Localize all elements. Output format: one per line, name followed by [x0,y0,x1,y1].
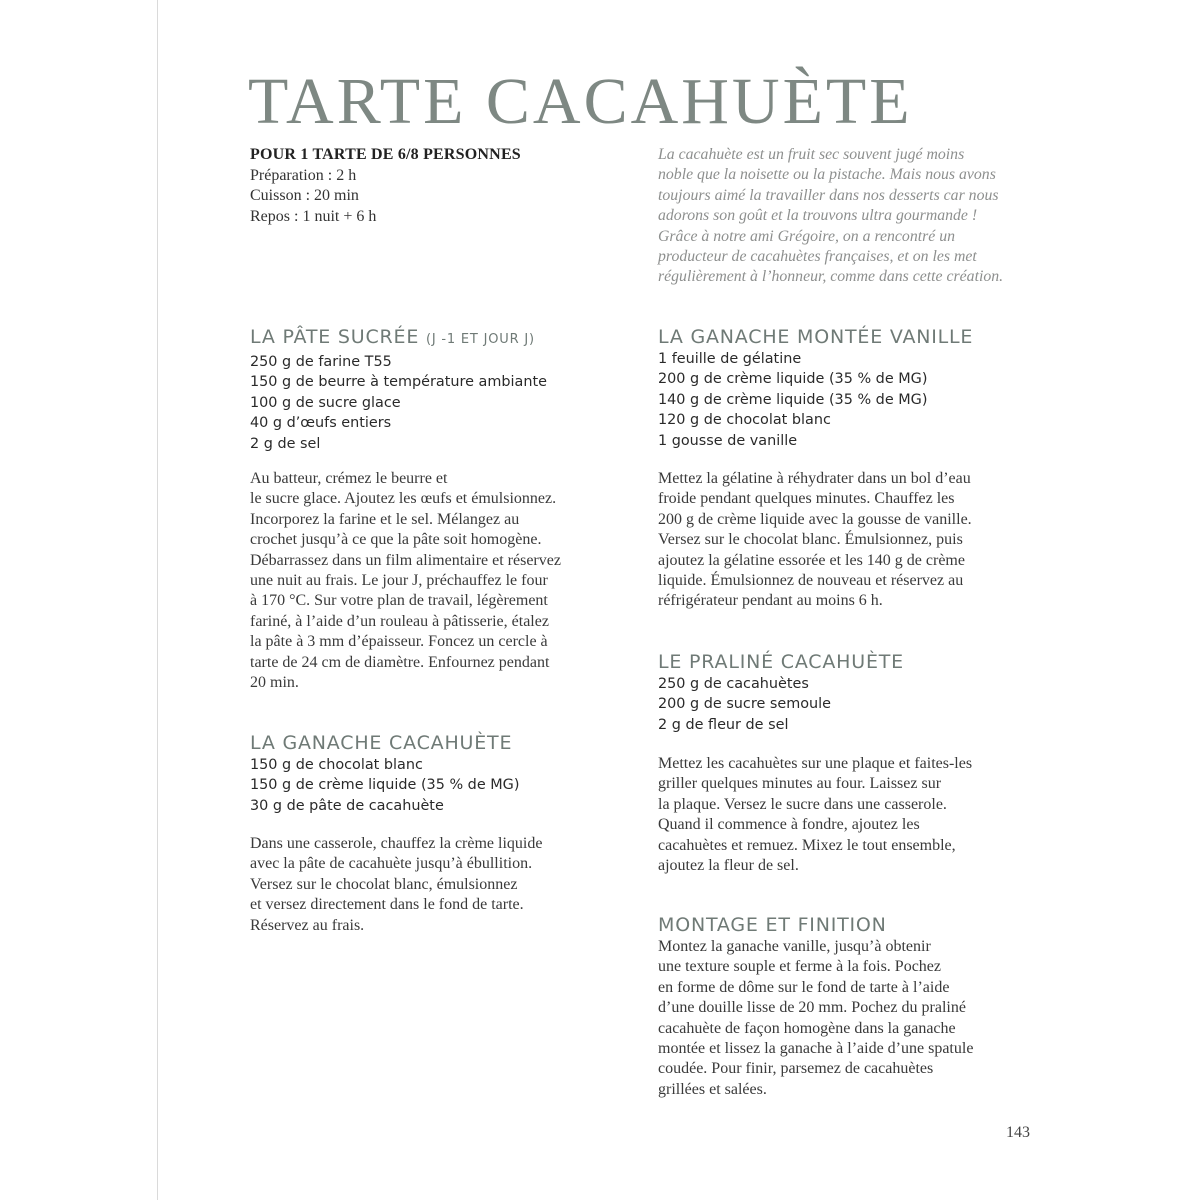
instruction-line: liquide. Émulsionnez de nouveau et réservez au [658,572,964,590]
ingredient-item: 2 g de fleur de sel [658,716,789,733]
ingredient-item: 2 g de sel [250,435,321,452]
ganache-vanille-instructions [658,469,1043,612]
ingredient-item: 1 gousse de vanille [658,432,798,449]
ingredient-item: 140 g de crème liquide (35 % de MG) [658,391,928,408]
section-ganache-cacahuete [250,731,635,816]
intro-text [658,145,1043,288]
ingredient-item: 250 g de cacahuètes [658,676,809,692]
instruction-line: en forme de dôme sur le fond de tarte à l’aide [658,978,950,996]
instruction-line: Montez la ganache vanille, jusqu’à obtenir [658,938,931,955]
instruction-line: une nuit au frais. Le jour J, préchauffez le four [250,572,548,590]
instruction-line: crochet jusqu’à ce que la pâte soit homogène. [250,531,542,549]
instruction-line: Mettez la gélatine à réhydrater dans un bol d’eau [658,470,971,487]
ingredient-list [250,352,635,454]
intro-line: Grâce à notre ami Grégoire, on a rencontré un [658,227,956,245]
ingredient-item: 150 g de chocolat blanc [250,757,423,773]
instruction-line: la plaque. Versez le sucre dans une casserole. [658,795,947,813]
ingredient-item: 150 g de crème liquide (35 % de MG) [250,777,520,794]
instruction-line: Mettez les cacahuètes sur une plaque et faites-les [658,755,973,772]
instruction-line: ajoutez la gélatine essorée et les 140 g de crème [658,551,965,569]
servings-heading: POUR 1 TARTE DE 6/8 PERSONNES [250,146,521,163]
intro-line: noble que la noisette ou la pistache. Mais nous avons [658,166,996,184]
section-title: LA GANACHE CACAHUÈTE [250,732,513,754]
instruction-line: Quand il commence à fondre, ajoutez les [658,816,920,834]
intro-line: régulièrement à l’honneur, comme dans cette création. [658,268,1004,286]
ganache-cacahuete-instructions [250,834,635,936]
rest-time: Repos : 1 nuit + 6 h [250,207,377,225]
page-edge-line [157,0,158,1200]
ingredient-item: 1 feuille de gélatine [658,351,802,367]
instruction-line: 200 g de crème liquide avec la gousse de vanille. [658,510,972,528]
section-praline [658,650,1043,735]
instruction-line: Dans une casserole, chauffez la crème liquide [250,835,543,852]
section-pate-sucree [250,325,635,454]
intro-line: toujours aimé la travailler dans nos desserts car nous [658,186,999,204]
instruction-line: Incorporez la farine et le sel. Mélangez au [250,510,520,528]
intro-line: La cacahuète est un fruit sec souvent jugé moins [658,146,965,163]
instruction-line: Débarrassez dans un film alimentaire et réservez [250,551,561,569]
instruction-line: le sucre glace. Ajoutez les œufs et émulsionnez. [250,490,557,508]
ingredient-item: 100 g de sucre glace [250,394,401,411]
instruction-line: Réservez au frais. [250,916,365,934]
instruction-line: cacahuète de façon homogène dans la ganache [658,1019,956,1037]
section-title-text: LA PÂTE SUCRÉE [250,326,420,348]
instruction-line: 20 min. [250,674,299,692]
instruction-line: Versez sur le chocolat blanc, émulsionnez [250,875,518,893]
instruction-line: avec la pâte de cacahuète jusqu’à ébullition. [250,855,533,873]
page-number: 143 [1006,1124,1030,1141]
instruction-line: à 170 °C. Sur votre plan de travail, légèrement [250,592,548,610]
instruction-line: montée et lissez la ganache à l’aide d’une spatule [658,1040,974,1058]
pate-instructions [250,469,635,693]
section-subtitle: (J -1 ET JOUR J) [425,332,535,347]
instruction-line: la pâte à 3 mm d’épaisseur. Foncez un cercle à [250,633,548,651]
section-ganache-vanille [658,325,1043,451]
ingredient-item: 120 g de chocolat blanc [658,412,831,429]
instruction-line: Au batteur, crémez le beurre et [250,470,448,487]
praline-instructions [658,754,1043,876]
instruction-line: une texture souple et ferme à la fois. Pochez [658,958,941,976]
ingredient-list [658,674,1043,735]
intro-line: adorons son goût et la trouvons ultra gourmande ! [658,207,978,225]
montage-instructions [658,937,1043,1100]
section-title: MONTAGE ET FINITION [658,914,887,936]
instruction-line: ajoutez la fleur de sel. [658,857,799,875]
ingredient-item: 150 g de beurre à température ambiante [250,374,547,391]
ingredient-item: 30 g de pâte de cacahuète [250,797,444,814]
instruction-line: coudée. Pour finir, parsemez de cacahuètes [658,1060,934,1078]
instruction-line: Versez sur le chocolat blanc. Émulsionnez, puis [658,531,963,549]
ingredient-list [250,755,635,816]
recipe-title: TARTE CACAHUÈTE [248,65,913,138]
instruction-line: grillées et salées. [658,1080,767,1098]
ingredient-item: 200 g de crème liquide (35 % de MG) [658,371,928,388]
section-title [250,325,635,352]
instruction-line: cacahuètes et remuez. Mixez le tout ensemble, [658,836,956,854]
instruction-line: d’une douille lisse de 20 mm. Pochez du praliné [658,999,966,1017]
prep-time: Préparation : 2 h [250,166,357,184]
ingredient-list [658,349,1043,451]
instruction-line: et versez directement dans le fond de tarte. [250,896,524,914]
ingredient-item: 250 g de farine T55 [250,354,392,370]
ingredient-item: 200 g de sucre semoule [658,696,832,713]
section-title: LE PRALINÉ CACAHUÈTE [658,651,904,673]
intro-line: producteur de cacahuètes françaises, et on les met [658,248,977,266]
instruction-line: froide pendant quelques minutes. Chauffez les [658,490,955,508]
cook-time: Cuisson : 20 min [250,187,359,204]
ingredient-item: 40 g d’œufs entiers [250,415,392,432]
servings-info [250,145,635,227]
instruction-line: fariné, à l’aide d’un rouleau à pâtisserie, étalez [250,612,549,630]
instruction-line: réfrigérateur pendant au moins 6 h. [658,592,883,610]
instruction-line: tarte de 24 cm de diamètre. Enfournez pendant [250,653,550,671]
section-montage [658,913,1043,1100]
section-title: LA GANACHE MONTÉE VANILLE [658,326,974,348]
instruction-line: griller quelques minutes au four. Laissez sur [658,775,942,793]
